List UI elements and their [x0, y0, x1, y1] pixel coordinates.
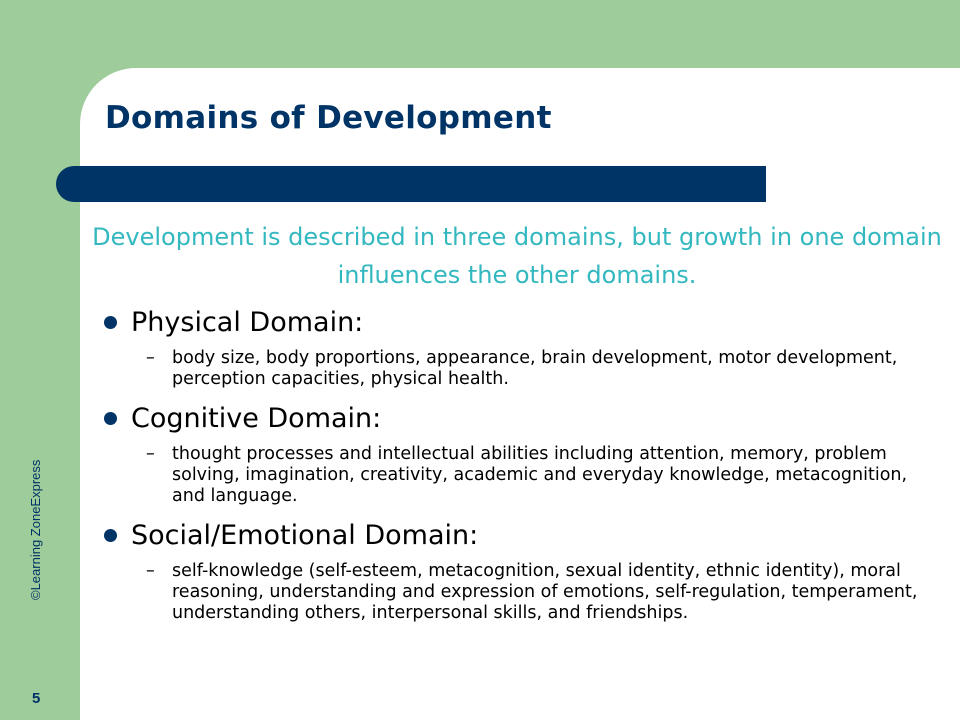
dash-icon: –	[146, 348, 155, 368]
slide-title: Domains of Development	[105, 100, 552, 136]
domain-detail-social-emotional	[146, 561, 940, 624]
domain-physical	[100, 302, 940, 342]
bullet-icon	[104, 412, 117, 425]
bullet-icon	[104, 316, 117, 329]
dash-icon: –	[146, 561, 155, 581]
domain-cognitive	[100, 398, 940, 438]
domain-detail-text: thought processes and intellectual abilities including attention, memory, problem solving, imagination, creativity, academic and everyday knowledge, metacognition, and language.	[172, 444, 908, 506]
domain-heading: Cognitive Domain:	[131, 402, 382, 434]
slide-subtitle: Development is described in three domains, but growth in one domain influences the other domains.	[92, 223, 942, 289]
domain-detail-cognitive	[146, 444, 940, 507]
domain-detail-text: self-knowledge (self-esteem, metacognition, sexual identity, ethnic identity), moral reasoning, understanding and expression of emotions, self-regulation, temperament, understanding others, interpersonal skills, and friendships.	[172, 561, 918, 623]
copyright-notice: ©Learning ZoneExpress	[28, 459, 43, 600]
domain-heading: Physical Domain:	[131, 306, 364, 338]
domain-social-emotional	[100, 515, 940, 555]
bullet-icon	[104, 529, 117, 542]
dash-icon: –	[146, 444, 155, 464]
domain-heading: Social/Emotional Domain:	[131, 519, 479, 551]
domain-detail-physical	[146, 348, 940, 390]
domain-list	[100, 302, 940, 632]
domain-detail-text: body size, body proportions, appearance, brain development, motor development, perception capacities, physical health.	[172, 348, 898, 389]
slide-number: 5	[32, 690, 41, 707]
title-underline-bar	[56, 166, 766, 202]
